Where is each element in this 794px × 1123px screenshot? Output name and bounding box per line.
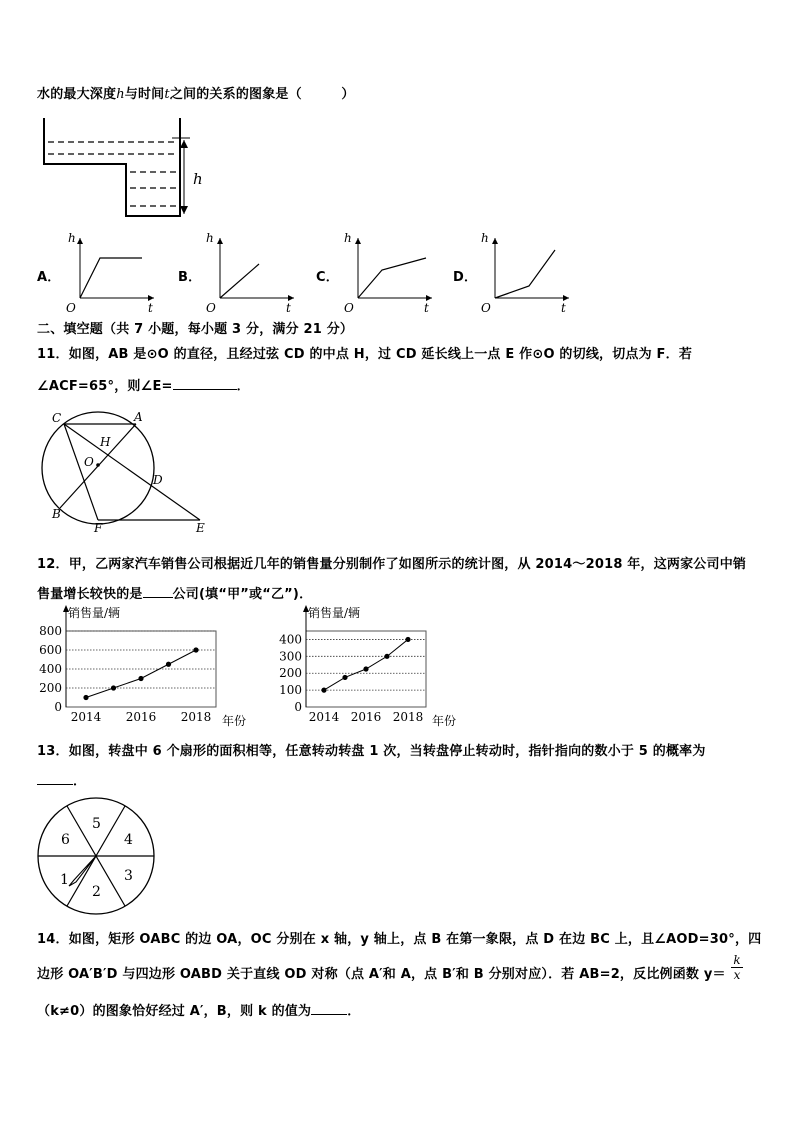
x-tick-label: 2014	[70, 710, 102, 724]
q12-answer-blank[interactable]	[143, 597, 173, 598]
data-point	[405, 637, 410, 642]
svg-text:H: H	[100, 435, 111, 449]
q13-line1: 13．如图，转盘中 6 个扇形的面积相等，任意转动转盘 1 次，当转盘停止转动时，指针指向的数小于 5 的概率为	[37, 744, 706, 759]
q13-line2: ．	[37, 770, 86, 789]
svg-text:h: h	[481, 231, 489, 245]
x-tick-label: 2016	[350, 710, 382, 724]
y-tick-label: 800	[39, 624, 62, 638]
y-tick-label: 300	[279, 649, 302, 664]
q14-fraction: $\frac{k}{x}$	[731, 953, 743, 983]
option-c-graph	[340, 231, 440, 315]
option-b-graph	[202, 231, 302, 315]
q12-line1: 12．甲，乙两家汽车销售公司根据近几年的销售量分别制作了如图所示的统计图，从 2014～2018 年，这两家公司中销	[37, 557, 747, 572]
sector-1: 1	[60, 872, 69, 888]
chart-jia	[30, 603, 270, 728]
svg-text:h: h	[344, 231, 352, 245]
svg-text:t: t	[561, 301, 566, 315]
y-tick-label: 400	[39, 662, 62, 676]
svg-text:O: O	[206, 301, 216, 315]
svg-text:h: h	[68, 231, 76, 245]
svg-text:C: C	[52, 411, 62, 425]
container-figure	[40, 112, 260, 222]
option-a-graph	[62, 231, 162, 315]
x-tick-label: 2016	[125, 710, 157, 724]
sector-4: 4	[124, 832, 133, 848]
x-axis-label: 年份	[432, 714, 457, 728]
series-line	[86, 650, 196, 698]
y-axis-label: 销售量/辆	[308, 606, 361, 620]
y-axis-label: 销售量/辆	[68, 606, 121, 620]
y-tick-label: 0	[294, 700, 302, 714]
y-tick-label: 200	[279, 666, 302, 681]
option-a-label: A．	[37, 270, 61, 285]
svg-text:h: h	[206, 231, 214, 245]
svg-text:D: D	[153, 473, 163, 487]
option-d-graph	[477, 231, 577, 315]
y-tick-label: 400	[279, 632, 302, 647]
sector-5: 5	[92, 816, 101, 832]
svg-text:O: O	[66, 301, 76, 315]
x-tick-label: 2018	[180, 710, 212, 724]
svg-text:O: O	[344, 301, 354, 315]
svg-text:F: F	[94, 521, 103, 535]
q11-circle-figure	[36, 408, 246, 538]
chart-yi	[280, 603, 470, 728]
data-point	[363, 666, 368, 671]
q12-line2: 售量增长较快的是 公司(填“甲”或“乙”)．	[37, 587, 313, 602]
svg-text:A: A	[134, 410, 143, 424]
data-point	[111, 685, 116, 690]
option-b-label: B．	[178, 270, 202, 285]
q14-answer-blank[interactable]	[311, 1014, 347, 1015]
sector-3: 3	[124, 868, 133, 884]
q13-answer-blank[interactable]	[37, 784, 73, 785]
x-tick-label: 2018	[392, 710, 424, 724]
q11-line1: 11．如图，AB 是⊙O 的直径，且经过弦 CD 的中点 H，过 CD 延长线上一点 E 作⊙O 的切线，切点为 F．若	[37, 347, 693, 362]
y-tick-label: 100	[279, 683, 302, 698]
series-line	[324, 639, 408, 690]
y-tick-label: 0	[54, 700, 62, 714]
x-axis-label: 年份	[222, 714, 247, 728]
section-title: 二、填空题（共 7 小题，每小题 3 分，满分 21 分）	[37, 322, 354, 337]
svg-text:t: t	[424, 301, 429, 315]
svg-text:B: B	[52, 507, 61, 521]
data-point	[166, 662, 171, 667]
y-tick-label: 200	[39, 681, 62, 695]
y-tick-label: 600	[39, 643, 62, 657]
q14-line1: 14．如图，矩形 OABC 的边 OA，OC 分别在 x 轴，y 轴上，点 B 在第一象限，点 D 在边 BC 上，且∠AOD=30°，四	[37, 932, 762, 947]
container-h-label: h	[193, 170, 203, 188]
svg-text:O: O	[84, 455, 94, 469]
svg-text:t: t	[148, 301, 153, 315]
option-c-label: C．	[316, 270, 339, 285]
svg-text:O: O	[481, 301, 491, 315]
q14-line3: （k≠0）的图象恰好经过 A′，B，则 k 的值为 ．	[37, 1004, 361, 1019]
svg-text:E: E	[196, 521, 205, 535]
data-point	[83, 695, 88, 700]
x-tick-label: 2014	[308, 710, 340, 724]
sector-2: 2	[92, 884, 101, 900]
q10-stem: 水的最大深度h与时间t之间的关系的图象是（ ）	[37, 87, 355, 102]
data-point	[193, 647, 198, 652]
svg-text:t: t	[286, 301, 291, 315]
data-point	[321, 688, 326, 693]
data-point	[384, 654, 389, 659]
q14-line2: 边形 OA′B′D 与四边形 OABD 关于直线 OD 对称（点 A′和 A，点 B′和 B 分别对应）．若 AB=2，反比例函数 y＝	[37, 967, 726, 982]
option-d-label: D．	[453, 270, 478, 285]
q11-answer-blank[interactable]	[173, 389, 237, 390]
data-point	[138, 676, 143, 681]
q11-line2: ∠ACF=65°，则∠E= ．	[37, 379, 250, 394]
data-point	[342, 675, 347, 680]
spinner-figure	[36, 794, 166, 924]
sector-6: 6	[61, 832, 70, 848]
